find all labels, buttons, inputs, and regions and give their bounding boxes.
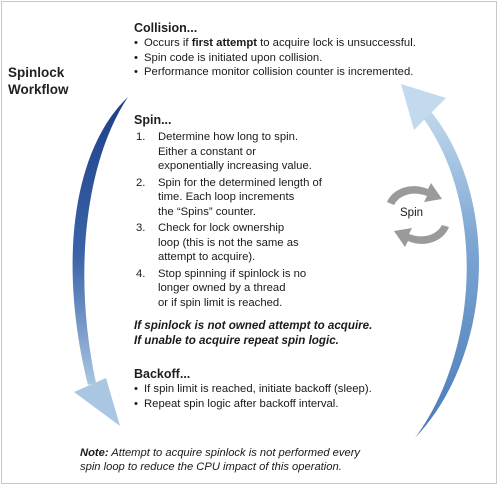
spin-steps <box>134 130 363 310</box>
spin-step-number: 1. <box>136 131 146 143</box>
list-item: • Spin code is initiated upon collision. <box>134 51 416 66</box>
spin-emphasis <box>134 318 372 348</box>
title-line-2: Workflow <box>8 82 69 97</box>
note-line-2: spin loop to reduce the CPU impact of this operation. <box>80 461 342 473</box>
spin-step <box>134 221 363 265</box>
collision-heading: Collision... <box>134 21 198 35</box>
spin-step-line: the “Spins” counter. <box>158 205 256 218</box>
spin-step-text <box>158 130 363 174</box>
spin-step-line: Determine how long to spin. <box>158 131 299 143</box>
spin-step-line: Check for lock ownership <box>158 222 285 234</box>
workflow-arrow-up-icon <box>401 84 479 438</box>
spin-step-text <box>158 176 363 220</box>
note-label: Note: <box>80 447 109 459</box>
note-line-1: Attempt to acquire spinlock is not performed every <box>108 447 361 459</box>
collision-section <box>134 20 416 80</box>
spin-step-line: or if spin limit is reached. <box>158 296 283 309</box>
list-item: • Repeat spin logic after backoff interval. <box>134 397 372 412</box>
spin-step-number: 3. <box>136 222 146 234</box>
workflow-arrow-down-icon <box>73 97 128 426</box>
backoff-section <box>134 366 372 411</box>
backoff-heading: Backoff... <box>134 367 191 381</box>
list-item: • Performance monitor collision counter is incremented. <box>134 65 416 80</box>
list-item: • If spin limit is reached, initiate backoff (sleep). <box>134 382 372 397</box>
spin-step-line: Either a constant or <box>158 145 256 158</box>
spin-section <box>134 112 363 312</box>
diagram-title <box>8 64 90 98</box>
spin-step-line: time. Each loop increments <box>158 191 295 203</box>
spin-heading: Spin... <box>134 113 172 127</box>
spin-step <box>134 130 363 174</box>
footer-note <box>80 446 360 474</box>
collision-bullets <box>134 36 416 80</box>
spin-cycle-label: Spin <box>400 207 424 219</box>
spin-step-text <box>158 221 363 265</box>
spin-step-number: 4. <box>136 267 146 280</box>
backoff-bullets <box>134 382 372 411</box>
emphasis-line-2: If unable to acquire repeat spin logic. <box>134 334 339 347</box>
title-line-1: Spinlock <box>8 65 65 80</box>
spin-step-line: Spin for the determined length of <box>158 176 322 189</box>
list-item: • Occurs if first attempt to acquire lock is unsuccessful. <box>134 36 416 51</box>
spin-step-text <box>158 267 363 311</box>
spin-step-line: longer owned by a thread <box>158 282 286 294</box>
spin-step <box>134 176 363 220</box>
spin-step-line: attempt to acquire). <box>158 251 256 263</box>
spin-step <box>134 267 363 311</box>
spin-step-number: 2. <box>136 176 146 189</box>
emphasis-line-1: If spinlock is not owned attempt to acquire. <box>134 319 373 332</box>
spin-step-line: loop (this is not the same as <box>158 236 299 249</box>
spin-step-line: exponentially increasing value. <box>158 160 312 172</box>
spin-step-line: Stop spinning if spinlock is no <box>158 267 307 280</box>
